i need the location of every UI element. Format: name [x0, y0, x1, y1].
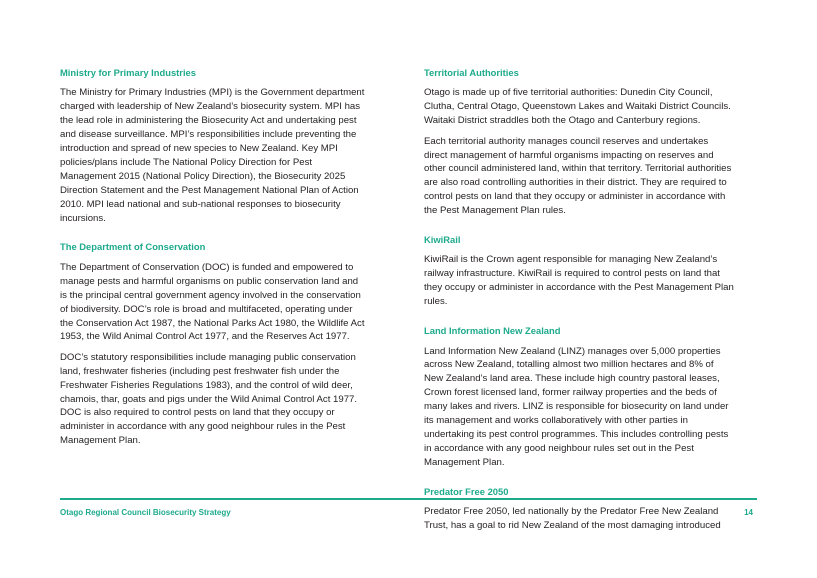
section-heading: Land Information New Zealand	[424, 325, 561, 337]
paragraph: The Department of Conservation (DOC) is funded and empowered to manage pests and harmful organisms on public conservation land and is the principal central government agency involved in the conservation of biodiversity. DOC’s role is broad and multifaceted, operating under the Conservation Act 1987, the National Parks Act 1980, the Wildlife Act 1953, the Wild Animal Control Act 1977, and the Reserves Act 1977.	[60, 261, 365, 343]
section-territorial-authorities	[424, 66, 734, 218]
paragraph: Otago is made up of five territorial authorities: Dunedin City Council, Clutha, Central Otago, Queenstown Lakes and Waitaki District Councils. Waitaki District straddles both the Otago and Canterbury regions.	[424, 87, 731, 127]
section-kiwirail	[424, 233, 734, 309]
section-mpi	[60, 66, 365, 225]
left-column	[60, 66, 365, 463]
section-predator-free-2050	[424, 485, 734, 533]
section-heading: Ministry for Primary Industries	[60, 67, 196, 78]
footer-title: Otago Regional Council Biosecurity Strategy	[60, 508, 231, 517]
section-linz	[424, 324, 734, 470]
paragraph: Land Information New Zealand (LINZ) manages over 5,000 properties across New Zealand, totalling almost two million hectares and 8% of New Zealand’s land area. These include high country pastoral leases, Crown forest licensed land, former railway properties and the beds of many lakes and rivers. LINZ is responsible for biosecurity on land under its management and works collaboratively with other parties in undertaking its pest control programmes. This includes controlling pests in accordance with any good neighbour rules set out in the Pest Management Plan.	[424, 345, 729, 468]
paragraph: Each territorial authority manages council reserves and undertakes direct management of harmful organisms impacting on reserves and other council administered land, within that territory. Territorial authorities are also road controlling authorities in their district. They are required to control pests on land that they occupy or administer in accordance with the Pest Management Plan rules.	[424, 135, 732, 217]
section-doc	[60, 240, 365, 448]
section-heading: Territorial Authorities	[424, 67, 519, 78]
section-heading: KiwiRail	[424, 234, 461, 246]
right-column	[424, 66, 734, 548]
section-heading: The Department of Conservation	[60, 241, 206, 253]
section-heading: Predator Free 2050	[424, 485, 509, 497]
paragraph: KiwiRail is the Crown agent responsible for managing New Zealand’s railway infrastructure. KiwiRail is required to control pests on land that they occupy or administer in accordance with the Pest Management Plan rules.	[424, 254, 734, 308]
page-number: 14	[744, 508, 753, 517]
paragraph: The Ministry for Primary Industries (MPI) is the Government department charged with leadership of New Zealand’s biosecurity system. MPI has the lead role in administering the Biosecurity Act and undertaking pest and disease surveillance. MPI’s responsibilities include preventing the introduction and spread of new species to New Zealand. Key MPI policies/plans include The National Policy Direction for Pest Management 2015 (National Policy Direction), the Biosecurity 2025 Direction Statement and the Pest Management National Plan of Action 2010. MPI lead national and sub-national responses to biosecurity incursions.	[60, 87, 365, 224]
paragraph: Predator Free 2050, led nationally by the Predator Free New Zealand Trust, has a goal to rid New Zealand of the most damaging introduced	[424, 506, 721, 531]
paragraph: DOC’s statutory responsibilities include managing public conservation land, freshwater fisheries (including pest freshwater fish under the Freshwater Fisheries Regulations 1983), and the control of wild deer, chamois, thar, goats and pigs under the Wild Animal Control Act 1977. DOC is also required to control pests on land that they occupy or administer in accordance with any good neighbour rules in the Pest Management Plan.	[60, 351, 358, 447]
footer-divider	[60, 498, 757, 500]
